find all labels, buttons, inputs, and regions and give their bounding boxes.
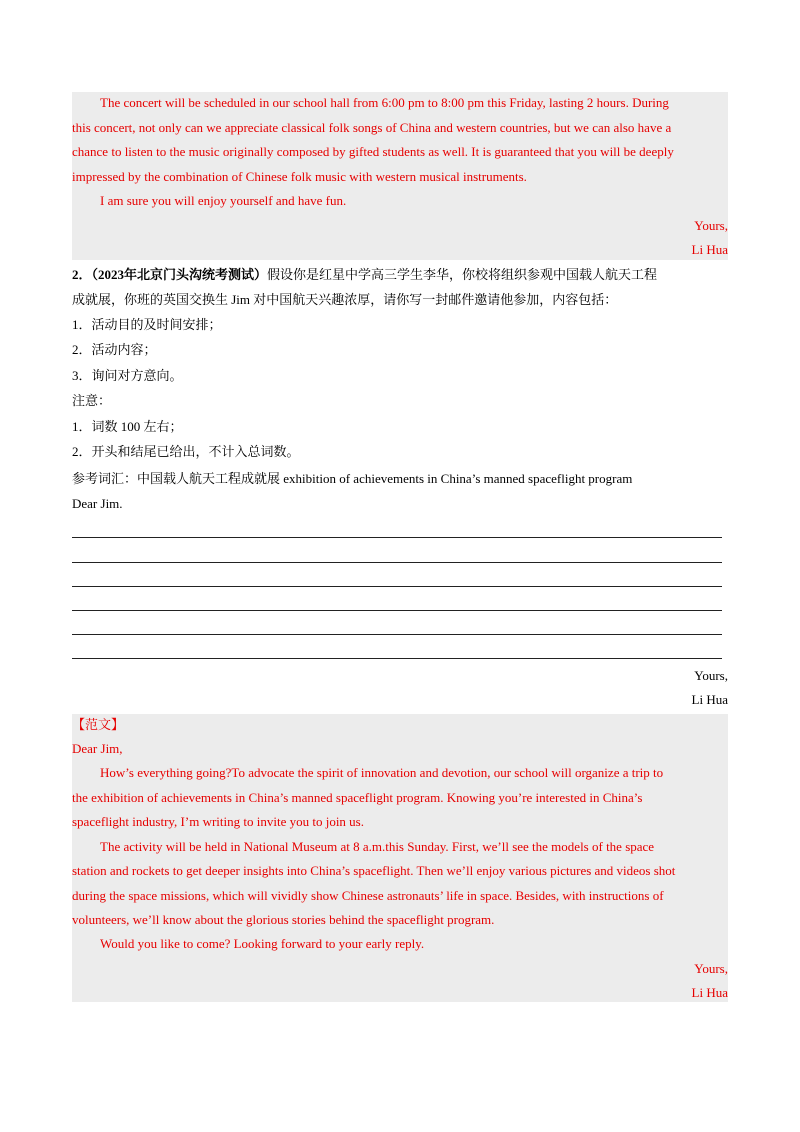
note-label: 注意： <box>72 393 112 408</box>
sample1-line-3: chance to listen to the music originally composed by gifted students as well. It is guaranteed that you will be deeply <box>72 144 674 159</box>
sample2-signature: Li Hua <box>691 985 728 1000</box>
sample1-closing: Yours, <box>694 218 728 233</box>
sample1-signature: Li Hua <box>691 242 728 257</box>
letter-signature: Li Hua <box>691 692 728 707</box>
sample2-line-1: How’s everything going?To advocate the spirit of innovation and devotion, our school will organize a trip to <box>100 765 664 780</box>
question-prompt-line-1: 假设你是红星中学高三学生李华，你校将组织参观中国载人航天工程 <box>267 267 658 282</box>
question-2-heading <box>72 263 728 287</box>
sample2-line-2: the exhibition of achievements in China’s manned spaceflight program. Knowing you’re interested in China’s <box>72 790 643 805</box>
question-point-3: 3．询问对方意向。 <box>72 368 183 383</box>
answer-line-2 <box>72 562 722 563</box>
answer-line-6 <box>72 658 722 659</box>
sample2-closing: Yours, <box>694 961 728 976</box>
sample2-salutation: Dear Jim, <box>72 741 123 756</box>
vocabulary-hint: 参考词汇：中国载人航天工程成就展 exhibition of achievements in China’s manned spaceflight program <box>72 471 633 486</box>
answer-line-5 <box>72 634 722 635</box>
question-number: 2． <box>72 267 92 282</box>
sample1-line-5: I am sure you will enjoy yourself and have fun. <box>100 193 347 208</box>
sample-essay-label: 【范文】 <box>72 717 125 732</box>
question-source: （2023年北京门头沟统考测试） <box>91 267 268 282</box>
answer-line-4 <box>72 610 722 611</box>
sample2-line-4: The activity will be held in National Museum at 8 a.m.this Sunday. First, we’ll see the models of the space <box>100 839 655 854</box>
sample1-line-4: impressed by the combination of Chinese folk music with western musical instruments. <box>72 169 527 184</box>
letter-closing: Yours, <box>694 668 728 683</box>
sample1-line-2: this concert, not only can we appreciate classical folk songs of China and western countries, but we can also have a <box>72 120 672 135</box>
question-prompt-line-2: 成就展，你班的英国交换生 Jim 对中国航天兴趣浓厚，请你写一封邮件邀请他参加，内容包括： <box>72 292 618 307</box>
letter-salutation: Dear Jim. <box>72 496 123 511</box>
sample2-line-7: volunteers, we’ll know about the glorious stories behind the spaceflight program. <box>72 912 495 927</box>
note-1: 1．词数 100 左右； <box>72 419 183 434</box>
question-point-1: 1．活动目的及时间安排； <box>72 317 222 332</box>
sample2-line-6: during the space missions, which will vividly show Chinese astronauts’ life in space. Besides, with instructions of <box>72 888 664 903</box>
sample2-line-8: Would you like to come? Looking forward to your early reply. <box>100 936 425 951</box>
sample2-line-3: spaceflight industry, I’m writing to invite you to join us. <box>72 814 364 829</box>
answer-line-3 <box>72 586 722 587</box>
sample1-line-1: The concert will be scheduled in our school hall from 6:00 pm to 8:00 pm this Friday, lasting 2 hours. During <box>100 95 669 110</box>
answer-line-1 <box>72 537 722 538</box>
sample2-line-5: station and rockets to get deeper insights into China’s spaceflight. Then we’ll enjoy various pictures and videos shot <box>72 863 676 878</box>
note-2: 2．开头和结尾已给出，不计入总词数。 <box>72 444 300 459</box>
question-point-2: 2．活动内容； <box>72 342 157 357</box>
